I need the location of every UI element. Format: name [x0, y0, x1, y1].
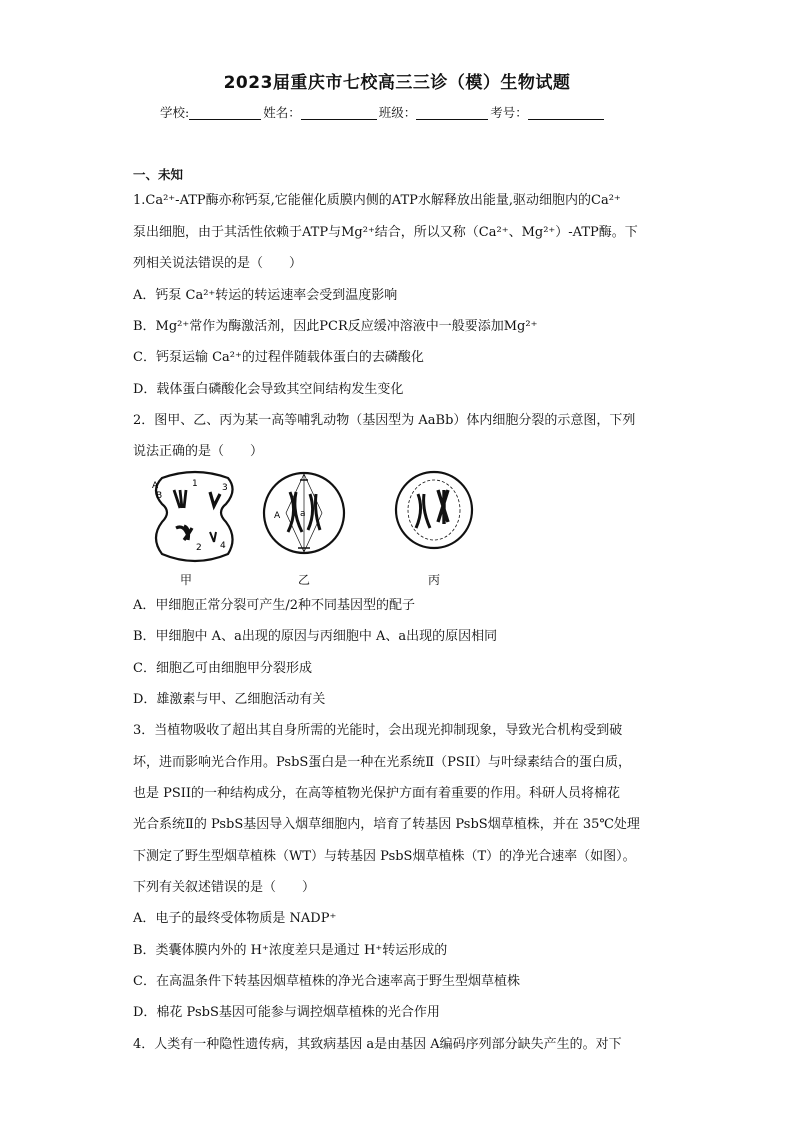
q3-stem-line: 也是 PSII的一种结构成分，在高等植物光保护方面有着重要的作用。科研人员将棉花 — [133, 786, 621, 801]
id-field[interactable] — [528, 105, 604, 120]
q2-stem-line: 2．图甲、乙、丙为某一高等哺乳动物（基因型为 AaBb）体内细胞分裂的示意图，下列 — [133, 413, 636, 428]
school-field[interactable] — [189, 105, 261, 120]
figure-label-bing: 丙 — [428, 573, 441, 587]
student-info-row — [160, 103, 606, 121]
jia-mark-2: 2 — [196, 543, 202, 553]
school-label: 学校: — [160, 105, 190, 120]
q1-option-a: A．钙泵 Ca²⁺转运的转运速率会受到温度影响 — [133, 288, 398, 303]
figure-label-jia: 甲 — [180, 573, 193, 587]
q3-stem-line: 下测定了野生型烟草植株（WT）与转基因 PsbS烟草植株（T）的净光合速率（如图）。 — [133, 849, 636, 864]
cell-division-figures — [140, 468, 470, 593]
class-field[interactable] — [416, 105, 488, 120]
q1-stem-line: 泵出细胞，由于其活性依赖于ATP与Mg²⁺结合，所以又称（Ca²⁺、Mg²⁺）-ATP酶。下 — [133, 225, 638, 240]
q1-option-d: D．载体蛋白磷酸化会导致其空间结构发生变化 — [133, 382, 404, 397]
q3-option-a: A．电子的最终受体物质是 NADP⁺ — [133, 911, 337, 926]
q1-option-c: C．钙泵运输 Ca²⁺的过程伴随载体蛋白的去磷酸化 — [133, 350, 424, 365]
name-label: 姓名： — [263, 105, 301, 120]
yi-mark-A: A — [274, 511, 281, 521]
q2-option-a: A．甲细胞正常分裂可产生/2种不同基因型的配子 — [133, 598, 416, 613]
q2-option-c: C．细胞乙可由细胞甲分裂形成 — [133, 661, 312, 676]
section-heading: 一、未知 — [133, 167, 184, 182]
q3-stem-line: 下列有关叙述错误的是（ ） — [133, 880, 316, 895]
q2-option-d: D．雄激素与甲、乙细胞活动有关 — [133, 692, 326, 707]
jia-mark-3: 3 — [222, 483, 228, 493]
page-title: 2023届重庆市七校高三三诊（模）生物试题 — [223, 73, 571, 93]
figure-label-yi: 乙 — [298, 573, 311, 587]
q4-stem-line: 4．人类有一种隐性遗传病，其致病基因 a是由基因 A编码序列部分缺失产生的。对下 — [133, 1037, 622, 1052]
name-field[interactable] — [301, 105, 377, 120]
q1-stem-line: 1.Ca²⁺-ATP酶亦称钙泵,它能催化质膜内侧的ATP水解释放出能量,驱动细胞内的Ca²⁺ — [133, 193, 621, 208]
q3-option-b: B．类囊体膜内外的 H⁺浓度差只是通过 H⁺转运形成的 — [133, 943, 448, 958]
figure-bing — [396, 472, 472, 548]
yi-mark-a: a — [300, 509, 306, 519]
jia-mark-A: A — [152, 481, 159, 491]
q3-stem-line: 3．当植物吸收了超出其自身所需的光能时，会出现光抑制现象，导致光合机构受到破 — [133, 723, 623, 738]
id-label: 考号： — [490, 105, 528, 120]
jia-mark-4: 4 — [220, 541, 226, 551]
q3-option-c: C．在高温条件下转基因烟草植株的净光合速率高于野生型烟草植株 — [133, 974, 520, 989]
q1-option-b: B．Mg²⁺常作为酶激活剂，因此PCR反应缓冲溶液中一般要添加Mg²⁺ — [133, 319, 538, 334]
q2-stem-line: 说法正确的是（ ） — [133, 444, 264, 459]
q2-option-b: B．甲细胞中 A、a出现的原因与丙细胞中 A、a出现的原因相同 — [133, 629, 498, 644]
class-label: 班级： — [378, 105, 417, 120]
q3-stem-line: 光合系统Ⅱ的 PsbS基因导入烟草细胞内，培育了转基因 PsbS烟草植株，并在 35℃处理 — [133, 817, 640, 832]
jia-mark-1: 1 — [192, 479, 198, 489]
q1-stem-line: 列相关说法错误的是（ ） — [133, 256, 303, 271]
jia-mark-B: B — [156, 491, 163, 501]
q3-option-d: D．棉花 PsbS基因可能参与调控烟草植株的光合作用 — [133, 1005, 440, 1020]
q3-stem-line: 坏，进而影响光合作用。PsbS蛋白是一种在光系统Ⅱ（PSII）与叶绿素结合的蛋白质， — [133, 755, 632, 770]
